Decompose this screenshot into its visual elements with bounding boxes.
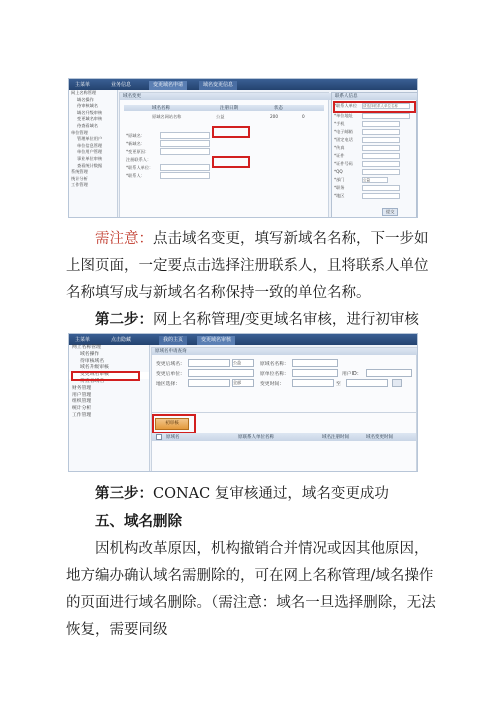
tree-item[interactable]: 单位用户管理 xyxy=(77,149,103,155)
table-header-row xyxy=(124,105,324,111)
review-panel xyxy=(151,347,417,472)
table-header-cell: 原联系人单位名称 xyxy=(238,435,274,440)
highlight-select-contact-button[interactable] xyxy=(212,156,250,168)
divider xyxy=(152,412,416,413)
tree-item[interactable]: 统计分析 xyxy=(71,175,88,181)
panel-input[interactable] xyxy=(362,129,400,135)
tree-item-active[interactable]: 变更域名审核 xyxy=(69,372,149,379)
form-section-title: 域名变更 xyxy=(120,93,331,100)
panel-input[interactable] xyxy=(362,113,410,119)
tab-home[interactable]: 我的主页 xyxy=(159,336,187,345)
table-header-cell: 域名注册时间 xyxy=(322,435,349,440)
tab-change-request[interactable]: 变更域名申请 xyxy=(149,81,187,90)
panel-input[interactable] xyxy=(362,169,400,175)
panel-input[interactable] xyxy=(362,121,400,127)
tab-main-menu[interactable]: 主菜单 xyxy=(75,82,91,88)
highlight-change-review xyxy=(71,371,140,381)
panel-label: *证件号码 xyxy=(334,161,353,166)
table-header-cell: 注册日期 xyxy=(220,106,238,111)
note-paragraph xyxy=(66,226,436,307)
table-header-cell: 域名名称 xyxy=(152,106,170,111)
new-domain-input[interactable] xyxy=(188,359,230,367)
tree-item[interactable]: 查看统计数据 xyxy=(77,162,103,168)
tree-item[interactable]: 域名升级审核 xyxy=(80,365,109,371)
panel-label: *证件 xyxy=(334,153,345,158)
new-unit-input[interactable] xyxy=(188,369,254,377)
region-select[interactable] xyxy=(188,379,230,387)
panel-input[interactable] xyxy=(362,185,400,191)
panel-select[interactable]: 公益 xyxy=(362,177,388,183)
table-cell: 原域名网站名称 xyxy=(152,114,182,119)
panel-input[interactable] xyxy=(362,193,400,199)
form-label: *联系人单位： xyxy=(126,165,154,170)
nav-tree xyxy=(69,90,118,217)
table-cell: 0 xyxy=(302,114,305,119)
tree-item[interactable]: 待查看域名 xyxy=(80,378,104,384)
date-from-input[interactable] xyxy=(292,379,334,387)
tree-item[interactable]: 统计分析 xyxy=(72,406,92,412)
form-label: *新域名： xyxy=(126,141,145,146)
screenshot-domain-review xyxy=(68,333,418,472)
panel-label: *部门 xyxy=(334,177,345,182)
select-all-checkbox[interactable] xyxy=(156,434,162,440)
tree-item[interactable]: 管理单位用户 xyxy=(77,136,103,142)
type-select[interactable]: 公益 xyxy=(232,359,254,367)
tree-item[interactable]: 待查看域名 xyxy=(77,122,98,128)
panel-input[interactable] xyxy=(362,153,400,159)
step3-label: 第三步： xyxy=(95,485,153,502)
section5-paragraph xyxy=(66,536,436,644)
query-label: 至 xyxy=(336,382,341,387)
section5-text: 因机构改革原因，机构撤销合并情况或因其他原因，地方编办确认域名需删除的，可在网上名称管理/域名操作的页面进行域名删除。（需注意：域名一旦选择删除，无法恢复，需要同级 xyxy=(66,541,436,638)
section5-heading xyxy=(66,508,436,535)
search-icon[interactable] xyxy=(392,379,402,387)
form-label: *联系人： xyxy=(126,173,145,178)
query-label: 变更后单位： xyxy=(156,372,185,377)
tree-item[interactable]: 待审核域名 xyxy=(77,103,98,109)
tab-change-review[interactable]: 变更域名审核 xyxy=(197,336,235,345)
tree-item[interactable]: 待审核域名 xyxy=(80,358,104,364)
highlight-review-button xyxy=(152,414,196,434)
form-label: 注册联系人： xyxy=(126,157,152,162)
step2-line xyxy=(66,306,436,334)
tree-item[interactable]: 变更域名审核 xyxy=(77,116,103,122)
query-label: 地区选择： xyxy=(156,382,180,387)
tree-item[interactable]: 组织管理 xyxy=(72,399,92,405)
tree-item[interactable]: 系统管理 xyxy=(71,169,88,175)
reason-field[interactable] xyxy=(160,148,210,155)
step3-text: CONAC 复审核通过，域名变更成功 xyxy=(153,486,389,502)
panel-label: *地区 xyxy=(334,193,345,198)
nav-tree xyxy=(69,345,150,471)
contact-unit-input[interactable]: 请选择联系人单位名称 xyxy=(362,103,410,109)
panel-input[interactable] xyxy=(362,145,400,151)
tree-item[interactable]: 网上名称管理 xyxy=(72,345,101,350)
table-header-cell: 状态 xyxy=(274,106,283,111)
contact-panel xyxy=(331,92,417,218)
tree-item[interactable]: 域名操作 xyxy=(80,351,100,357)
main-form-panel xyxy=(119,92,329,218)
step3-line xyxy=(66,480,436,508)
note-prefix: 需注意： xyxy=(95,231,153,247)
panel-input[interactable] xyxy=(362,137,400,143)
contact-unit-field[interactable] xyxy=(160,164,210,171)
date-to-input[interactable] xyxy=(346,379,388,387)
tab-change-info[interactable]: 域名变更信息 xyxy=(199,81,237,90)
panel-label: *固定电话 xyxy=(334,137,353,142)
app-title-bar xyxy=(69,79,417,90)
tab-business[interactable]: 业务信息 xyxy=(111,82,132,88)
panel-label: *单位地址 xyxy=(334,113,353,118)
old-unit-input[interactable] xyxy=(292,369,338,377)
section5-title: 五、域名删除 xyxy=(95,513,182,530)
tree-item[interactable]: 工作管理 xyxy=(71,182,88,188)
panel-label: *传真 xyxy=(334,145,345,150)
query-label: 原域名名称： xyxy=(260,362,289,367)
form-label: *变更原因： xyxy=(126,149,150,154)
panel-label: *职务 xyxy=(334,185,345,190)
table-cell: 公益 xyxy=(216,114,225,119)
new-domain-field[interactable] xyxy=(160,140,210,147)
region-sub-select[interactable]: 全部 xyxy=(232,379,254,387)
step2-label: 第二步： xyxy=(95,311,153,328)
tree-item[interactable]: 工作管理 xyxy=(72,412,92,418)
user-id-input[interactable] xyxy=(366,369,412,377)
table-header-cell: 原域名 xyxy=(166,435,180,440)
panel-input[interactable] xyxy=(362,161,400,167)
app-title-bar xyxy=(69,334,417,345)
query-label: 原单位名称： xyxy=(260,372,289,377)
tab-hide[interactable]: 点击隐藏 xyxy=(111,337,132,343)
note-text: 点击域名变更，填写新域名名称，下一步如上图页面，一定要点击选择注册联系人，且将联系人单位名称填写成与新域名名称保持一致的单位名称。 xyxy=(66,231,429,301)
contact-field[interactable] xyxy=(160,172,210,179)
query-label: 变更后域名： xyxy=(156,362,185,367)
table-header-cell: 域名变更时间 xyxy=(366,435,393,440)
tree-item[interactable]: 域名操作 xyxy=(77,96,94,102)
tree-item[interactable]: 事业单位审核 xyxy=(77,155,103,161)
tree-item[interactable]: 用户管理 xyxy=(72,392,92,398)
screenshot-domain-change-form xyxy=(68,78,418,218)
query-title: 原域名申请查询 xyxy=(152,348,418,355)
form-label: *原域名： xyxy=(126,133,145,138)
query-label: 变更时间： xyxy=(260,382,284,387)
table-cell: 200 xyxy=(270,114,278,119)
old-domain-input[interactable] xyxy=(292,359,338,367)
query-label: 用户ID： xyxy=(342,372,362,377)
tree-item[interactable]: 网上名称管理 xyxy=(71,90,97,95)
step2-text: 网上名称管理/变更域名审核，进行初审核 xyxy=(153,312,419,328)
tab-main-menu[interactable]: 主菜单 xyxy=(75,337,91,343)
submit-button[interactable]: 提交 xyxy=(382,208,398,216)
highlight-select-contact xyxy=(212,126,250,138)
panel-label: *QQ xyxy=(334,169,343,174)
contact-panel-title: 联系人信息 xyxy=(332,93,418,100)
tree-item[interactable]: 单位信息管理 xyxy=(77,142,103,148)
tree-item[interactable]: 财务管理 xyxy=(72,385,92,391)
panel-label: *联系人单位 xyxy=(334,103,358,108)
result-table-header xyxy=(152,433,416,441)
initial-review-button[interactable]: 初审核 xyxy=(155,418,189,430)
old-domain-field[interactable] xyxy=(160,132,210,139)
tree-item[interactable]: 域名升级审核 xyxy=(77,109,103,115)
tree-item[interactable]: 单位管理 xyxy=(71,129,88,135)
panel-label: *电子邮箱 xyxy=(334,129,353,134)
panel-label: *手机 xyxy=(334,121,345,126)
